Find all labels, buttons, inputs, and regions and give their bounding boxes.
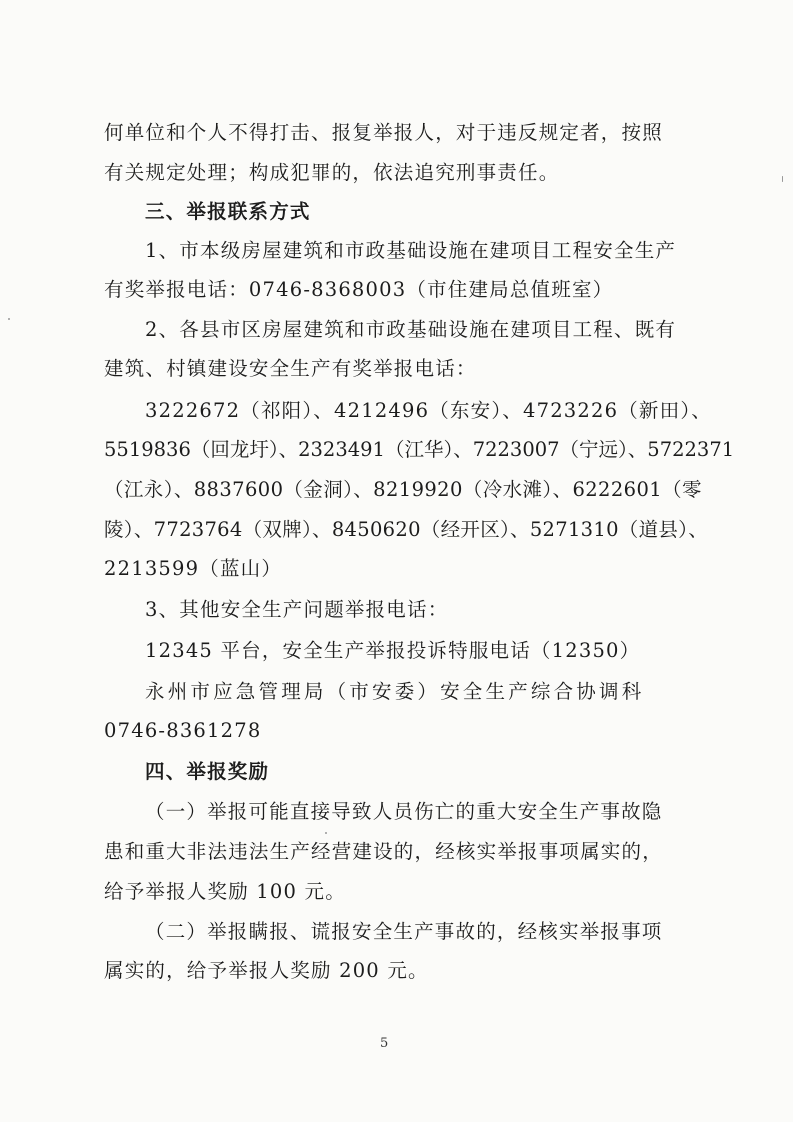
body-line: 有奖举报电话：0746-8368003（市住建局总值班室） xyxy=(104,278,614,301)
body-line: 12345 平台，安全生产举报投诉特服电话（12350） xyxy=(145,639,641,662)
body-line: 属实的，给予举报人奖励 200 元。 xyxy=(104,959,429,982)
phone-list-line: （江永）、8837600（金洞）、8219920（冷水滩）、6222601（零 xyxy=(104,478,702,501)
phone-list-line: 3222672（祁阳）、4212496（东安）、4723226（新田）、 xyxy=(145,399,712,422)
body-line: 0746-8361278 xyxy=(104,719,262,742)
scan-speck xyxy=(782,176,783,182)
body-line: 建筑、村镇建设安全生产有奖举报电话： xyxy=(104,357,477,380)
scan-speck xyxy=(8,318,10,320)
body-line: 永州市应急管理局（市安委）安全生产综合协调科 xyxy=(145,680,645,703)
section-heading: 四、举报奖励 xyxy=(145,760,270,783)
body-line: 给予举报人奖励 100 元。 xyxy=(104,880,346,903)
phone-list-line: 陵）、7723764（双牌）、8450620（经开区）、5271310（道县）、 xyxy=(104,518,709,541)
page-number: 5 xyxy=(380,1036,389,1051)
section-heading: 三、举报联系方式 xyxy=(145,200,311,223)
body-line: 2、各县市区房屋建筑和市政基础设施在建项目工程、既有 xyxy=(145,318,677,341)
phone-list-line: 2213599（蓝山） xyxy=(104,557,283,580)
body-line: 何单位和个人不得打击、报复举报人，对于违反规定者，按照 xyxy=(104,121,663,144)
body-line: 患和重大非法违法生产经营建设的，经核实举报事项属实的， xyxy=(104,840,663,863)
body-line: （一）举报可能直接导致人员伤亡的重大安全生产事故隐 xyxy=(145,800,663,823)
body-line: 1、市本级房屋建筑和市政基础设施在建项目工程安全生产 xyxy=(145,239,677,262)
body-line: 有关规定处理；构成犯罪的，依法追究刑事责任。 xyxy=(104,161,560,184)
body-line: （二）举报瞒报、谎报安全生产事故的，经核实举报事项 xyxy=(145,920,663,943)
phone-list-line: 5519836（回龙圩）、2323491（江华）、7223007（宁远）、5722371 xyxy=(104,438,735,461)
body-line: 3、其他安全生产问题举报电话： xyxy=(145,598,449,621)
scan-speck xyxy=(325,832,327,834)
